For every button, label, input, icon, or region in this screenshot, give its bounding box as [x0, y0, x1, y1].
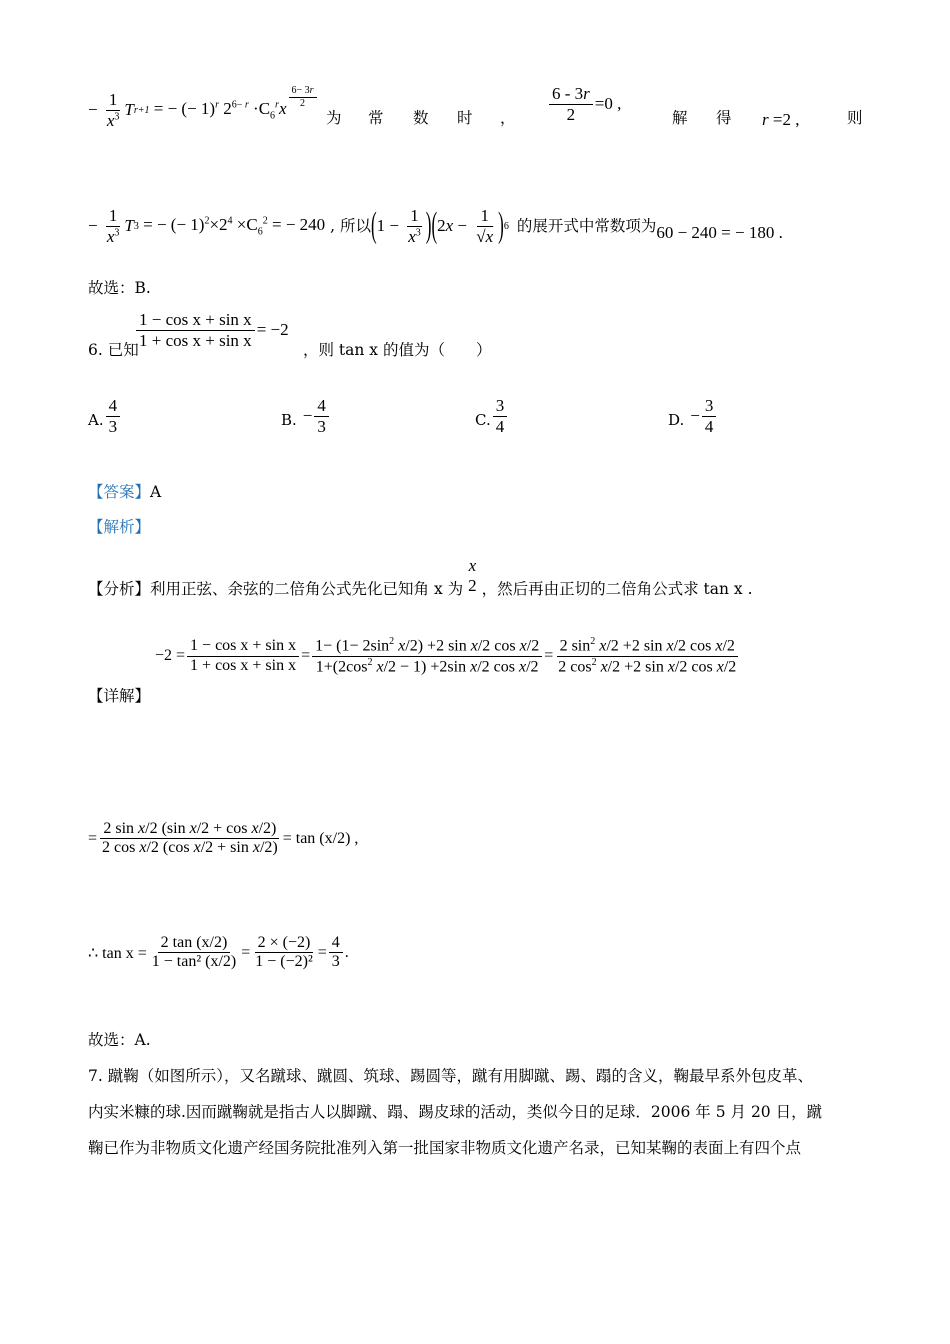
detail-step4: = $\frac{\text{2 sin x/2 (sin x/2 + cos x/2)}}{\text{2 cos x/2 (cos x/2 + sin x/2)}}$ = tan (x/2) , [88, 820, 359, 857]
q6-ask: ，则 tan x 的值为（ ） [303, 341, 492, 359]
detail-final: ∴ tan x = $\frac{2 \tan (x/2)}{\text{1 − tan² (x/2)}}$ = $\frac{2 \times (-2)}{\text{1 − (−2)²}}$ = $\frac{4}{3}$ . [88, 934, 349, 971]
answer-value: A [150, 483, 162, 501]
word-ze: 则 [847, 109, 863, 127]
option-d[interactable]: D. − $\frac{3}{4}$ [668, 396, 718, 436]
q6-condition: $\frac{\text{1 − cos x + sin x}}{\text{1 + cos x + sin x}}$ = −2 [134, 310, 289, 350]
option-c[interactable]: C. $\frac{3}{4}$ [475, 396, 509, 436]
q7-line-2: 内实米糠的球.因而蹴鞠就是指古人以脚蹴、蹋、踢皮球的活动，类似今日的足球．2006 年 5 月 20 日，蹴 [88, 1103, 823, 1121]
word-wei: 为 [326, 109, 342, 127]
q6-number: 6. 已知 [88, 341, 139, 359]
q7-line-3: 鞠已作为非物质文化遗产经国务院批准列入第一批国家非物质文化遗产名录，已知某鞠的表面上有四个点 [88, 1139, 802, 1157]
text-expansion: 的展开式中常数项为 [516, 217, 657, 235]
answer-tag: 【答案】 [88, 483, 151, 501]
word-shu: 数 [413, 109, 429, 127]
solution-line-1: − $\frac{1}{x^3}$ T r+1 = − (− 1)$^r$ $2^{6- r} \cdot C_6^rx$ $\frac{6- 3r}{2}$ [88, 80, 319, 140]
answer-line [88, 482, 161, 502]
text-suoyi: 所以 [339, 217, 371, 235]
fraction: $\frac{1}{x^3}$ [106, 89, 120, 130]
exponent-fraction: $\frac{6- 3r}{2}$ [289, 85, 317, 109]
step3-fraction: $\frac{2 \sin^2 x/2 +2 \sin x/2 \cos x/2}{2 \cos^2 x/2 +2 \sin x/2 \cos x/2}$ [558, 636, 737, 676]
choose-a: 故选：A. [88, 1031, 151, 1049]
math-expression: − [88, 100, 102, 119]
detail-tag: 【详解】 [88, 687, 151, 705]
fenxi-line: 【分析】 利用正弦、余弦的二倍角公式先化已知角 x 为 x 2 ，然后再由正切的二倍角公式求 tan x . [88, 556, 753, 598]
option-a[interactable]: A. $\frac{4}{3}$ [88, 396, 122, 436]
word-jie: 解 [672, 109, 688, 127]
analysis-tag: 【解析】 [88, 518, 151, 536]
option-b[interactable]: B. − $\frac{4}{3}$ [281, 396, 331, 436]
step2-fraction: $\frac{1- (1- 2\sin^2 x/2) +2 \sin x/2 \cos x/2}{1+(2\cos^2 x/2 - 1) +2\sin x/2 \cos x/2}$ [312, 636, 542, 676]
q7-line-1: 7. 蹴鞠（如图所示），又名蹴球、蹴圆、筑球、踢圆等，蹴有用脚蹴、踢、蹋的含义，鞠最早系外包皮革、 [88, 1067, 813, 1085]
word-shi: 时 [457, 109, 473, 127]
choose-b: 故选：B. [88, 279, 151, 297]
condition-equation: $\frac{6 - 3r}{2}$ =0 , [547, 84, 621, 124]
fenxi-tag: 【分析】 [88, 580, 151, 598]
r-value: r =2 , [762, 110, 800, 129]
solution-line-2: − $\frac{1}{x^3}$ T 3 = − (− $1)^2\times 2^4 \times C_6^2$ = − 240 , 所以 ( 1 − $\frac{1}{x^3}$ ) ( 2x − $\frac{1}{√x}$ ) 6 的展开式中常数项为 60 − 240 = − 180 . [88, 205, 783, 246]
word-de: 得 [716, 109, 732, 127]
detail-step-line: −2 = $\frac{\text{1 − cos x + sin x}}{\text{1 + cos x + sin x}}$ = $\frac{1- (1- 2\sin^2 x/2) +2 \sin x/2 \cos x/2}{1+(2\cos^2 x/2 - 1) +2\sin x/2 \cos x/2}$ = $\frac{2 \sin^2 x/2 +2 \sin x/2 \cos x/2}{2 \cos^2 x/2 +2 \sin x/2 \cos x/2}$ [155, 636, 741, 676]
word-comma: ， [500, 109, 516, 127]
word-chang: 常 [368, 109, 384, 127]
